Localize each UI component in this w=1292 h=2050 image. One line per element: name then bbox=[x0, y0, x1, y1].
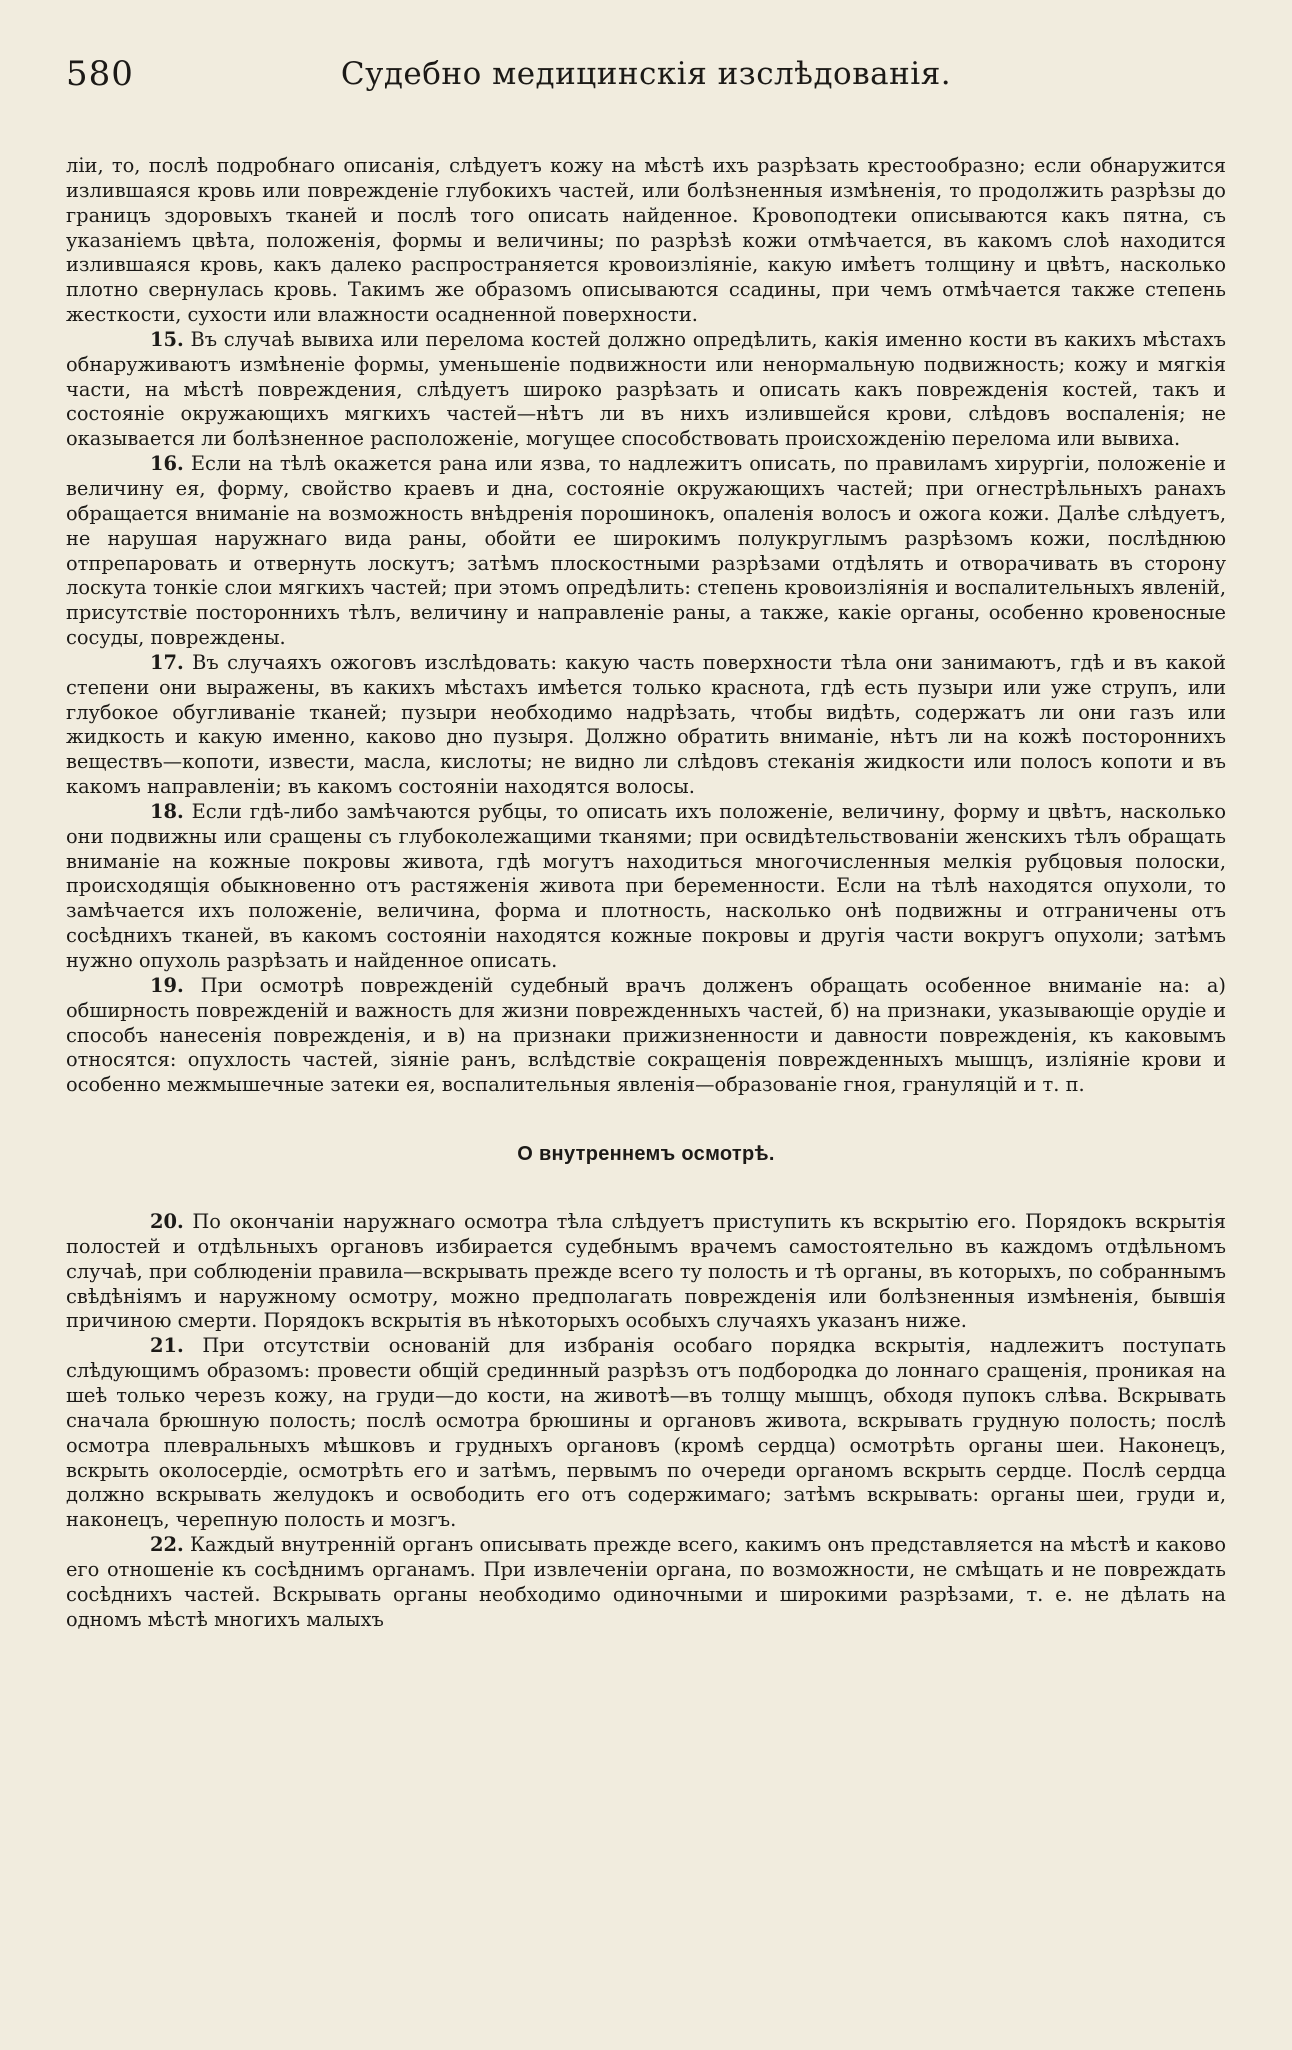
paragraph-number: 19. bbox=[150, 973, 184, 997]
paragraph-text: Въ случаѣ вывиха или перелома костей должно опредѣлить, какія именно кости въ какихъ мѣстахъ обнаруживаютъ измѣненіе формы, уменьшеніе подвижности или ненормальную подвижность; кожу и мягкія части, на мѣстѣ повреждения, слѣдуетъ широко разрѣзать и описать какъ поврежденія костей, такъ и состояніе окружающихъ мягкихъ частей—нѣтъ ли въ нихъ излившейся крови, слѣдовъ воспаленія; не оказывается ли болѣзненное расположеніе, могущее способствовать происхожденію перелома или вывиха. bbox=[66, 327, 1226, 451]
page-header bbox=[66, 48, 1226, 110]
paragraph-number: 21. bbox=[150, 1334, 184, 1358]
paragraph-text: При осмотрѣ поврежденій судебный врачъ долженъ обращать особенное вниманіе на: а) обширность поврежденій и важность для жизни поврежденныхъ частей, б) на признаки, указывающіе орудіе и способъ нанесенія поврежденія, и в) на признаки прижизненности и давности поврежденія, къ каковымъ относятся: опухлость частей, зіяніе ранъ, вслѣдствіе сокращенія поврежденныхъ мышцъ, изліяніе крови и особенно межмышечные затеки ея, воспалительныя явленія—образованіе гноя, грануляцій и т. п. bbox=[66, 973, 1226, 1097]
paragraph-18 bbox=[66, 800, 1226, 974]
paragraph-15 bbox=[66, 328, 1226, 452]
section-heading: О внутреннемъ осмотрѣ. bbox=[517, 1143, 775, 1166]
paragraph-number: 15. bbox=[150, 327, 184, 351]
paragraph-text: При отсутствіи основаній для избранія особаго порядка вскрытія, надлежитъ поступать слѣдующимъ образомъ: провести общій срединный разрѣзъ отъ подбородка до лоннаго сращенія, проникая на шеѣ только черезъ кожу, на груди—до кости, на животѣ—въ толщу мышцъ, обходя пупокъ слѣва. Вскрывать сначала брюшную полость; послѣ осмотра брюшины и органовъ живота, вскрывать грудную полость; послѣ осмотра плевральныхъ мѣшковъ и грудныхъ органовъ (кромѣ сердца) осмотрѣть органы шеи. Наконецъ, вскрыть околосердіе, осмотрѣть его и затѣмъ, первымъ по очереди органомъ вскрыть сердце. Послѣ сердца должно вскрывать желудокъ и освободить его отъ содержимаго; затѣмъ вскрывать: органы шеи, груди и, наконецъ, черепную полость и мозгъ. bbox=[66, 1334, 1226, 1532]
paragraph-text: Если гдѣ-либо замѣчаются рубцы, то описать ихъ положеніе, величину, форму и цвѣтъ, насколько они подвижны или сращены съ глубоколежащими тканями; при освидѣтельствованіи женскихъ тѣлъ обращать вниманіе на кожные покровы живота, гдѣ могутъ находиться многочисленныя мелкія рубцовыя полоски, происходящія обыкновенно отъ растяженія живота при беременности. Если на тѣлѣ находятся опухоли, то замѣчается ихъ положеніе, величина, форма и плотность, насколько онѣ подвижны и отграничены отъ сосѣднихъ тканей, въ какомъ состояніи находятся кожные покровы и другія части вокругъ опухоли; затѣмъ нужно опухоль разрѣзать и найденное описать. bbox=[66, 799, 1226, 972]
page-number: 580 bbox=[66, 54, 134, 94]
paragraph-text: Если на тѣлѣ окажется рана или язва, то надлежитъ описать, по правиламъ хирургіи, положеніе и величину ея, форму, свойство краевъ и дна, состояніе окружающихъ частей; при огнестрѣльныхъ ранахъ обращается вниманіе на возможность внѣдренія порошинокъ, опаленія волосъ и ожога кожи. Далѣе слѣдуетъ, не нарушая наружнаго вида раны, обойти ее широкимъ полукруглымъ разрѣзомъ кожи, послѣднюю отпрепаровать и отвернуть лоскутъ; затѣмъ плоскостными разрѣзами отдѣлять и отворачивать въ сторону лоскута тонкіе слои мягкихъ частей; при этомъ опредѣлить: степень кровоизліянія и воспалительныхъ явленій, присутствіе постороннихъ тѣлъ, величину и направленіе раны, а также, какіе органы, особенно кровеносные сосуды, повреждены. bbox=[66, 452, 1226, 650]
paragraph-20 bbox=[66, 1210, 1226, 1334]
running-title: Судебно медицинскія изслѣдованія. bbox=[340, 56, 952, 92]
paragraph-number: 18. bbox=[150, 799, 184, 823]
paragraph-number: 20. bbox=[150, 1210, 184, 1234]
paragraph-number: 17. bbox=[150, 650, 184, 674]
paragraph-text: ліи, то, послѣ подробнаго описанія, слѣдуетъ кожу на мѣстѣ ихъ разрѣзать крестообразно; если обнаружится излившаяся кровь или поврежденіе глубокихъ частей, или болѣзненныя измѣненія, то продолжить разрѣзы до границъ здоровыхъ тканей и послѣ того описать найденное. Кровоподтеки описываются какъ пятна, съ указаніемъ цвѣта, положенія, формы и величины; по разрѣзѣ кожи отмѣчается, въ какомъ слоѣ находится излившаяся кровь, какъ далеко распространяется кровоизліяніе, какую имѣетъ толщину и цвѣтъ, насколько плотно свернулась кровь. Такимъ же образомъ описываются ссадины, при чемъ отмѣчается также степень жесткости, сухости или влажности осадненной поверхности. bbox=[66, 154, 1226, 327]
paragraph-number: 16. bbox=[150, 452, 184, 476]
paragraph-19 bbox=[66, 974, 1226, 1098]
paragraph-21 bbox=[66, 1334, 1226, 1533]
paragraph-text: По окончаніи наружнаго осмотра тѣла слѣдуетъ приступить къ вскрытію его. Порядокъ вскрытія полостей и отдѣльныхъ органовъ избирается судебнымъ врачемъ самостоятельно въ каждомъ отдѣльномъ случаѣ, при соблюденіи правила—вскрывать прежде всего ту полость и тѣ органы, въ которыхъ, по собраннымъ свѣдѣніямъ и наружному осмотру, можно предполагать поврежденія или болѣзненныя измѣненія, бывшія причиною смерти. Порядокъ вскрытія въ нѣкоторыхъ особыхъ случаяхъ указанъ ниже. bbox=[66, 1210, 1226, 1333]
paragraph-16 bbox=[66, 452, 1226, 651]
paragraph-17 bbox=[66, 651, 1226, 800]
paragraph-22 bbox=[66, 1533, 1226, 1632]
page-body bbox=[66, 154, 1226, 1632]
paragraph-text: Въ случаяхъ ожоговъ изслѣдовать: какую часть поверхности тѣла они занимаютъ, гдѣ и въ какой степени они выражены, въ какихъ мѣстахъ имѣется только краснота, гдѣ есть пузыри или уже струпъ, или глубокое обугливаніе тканей; пузыри необходимо надрѣзать, чтобы видѣть, содержатъ ли они газъ или жидкость и какую именно, каково дно пузыря. Должно обратить вниманіе, нѣтъ ли на кожѣ постороннихъ веществъ—копоти, извести, масла, кислоты; не видно ли слѣдовъ стеканія жидкости или полосъ копоти и въ какомъ направленіи; въ какомъ состояніи находятся волосы. bbox=[66, 650, 1226, 799]
paragraph-continuation bbox=[66, 154, 1226, 328]
paragraph-text: Каждый внутренній органъ описывать прежде всего, какимъ онъ представляется на мѣстѣ и каково его отношеніе къ сосѣднимъ органамъ. При извлеченіи органа, по возможности, не смѣщать и не повреждать сосѣднихъ частей. Вскрывать органы необходимо одиночными и широкими разрѣзами, т. е. не дѣлать на одномъ мѣстѣ многихъ малыхъ bbox=[66, 1533, 1227, 1631]
paragraph-number: 22. bbox=[150, 1533, 184, 1557]
